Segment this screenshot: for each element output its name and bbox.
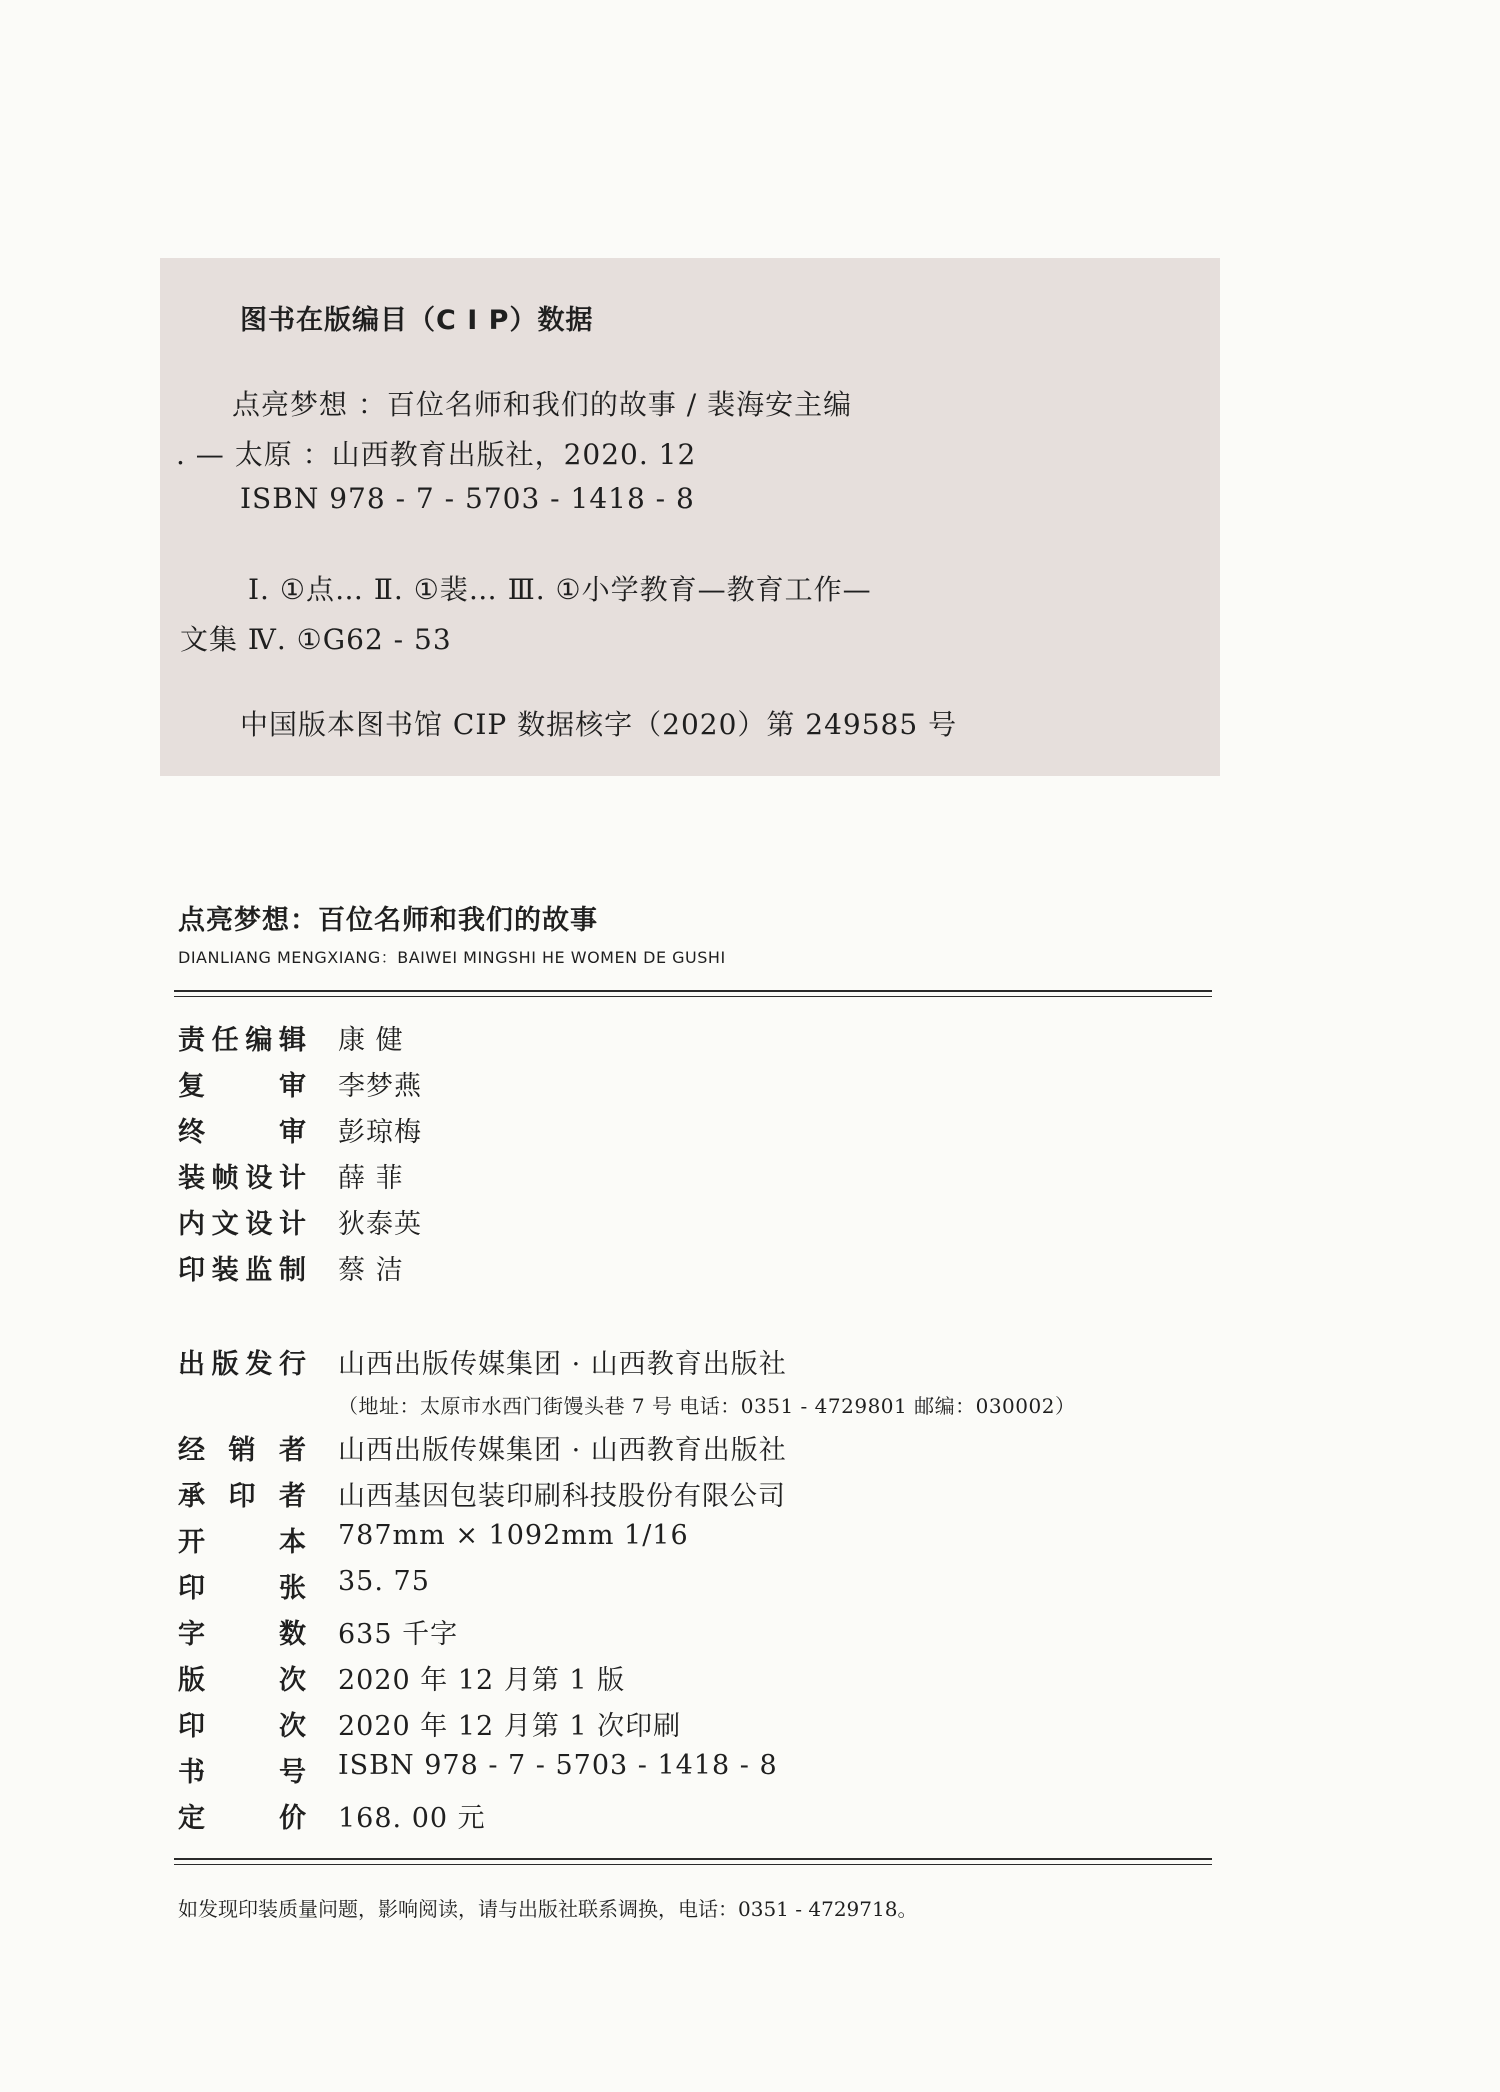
quality-notice: 如发现印装质量问题，影响阅读，请与出版社联系调换，电话：0351 - 4729718。 <box>178 1897 918 1921</box>
row-value: 李梦燕 <box>338 1071 422 1102</box>
row-label: 定价 <box>178 1803 306 1834</box>
row-label: 出版发行 <box>178 1349 306 1380</box>
row-label: 字数 <box>178 1619 306 1650</box>
row-value: 山西基因包装印刷科技股份有限公司 <box>338 1481 786 1512</box>
row-value: 787mm × 1092mm 1/16 <box>338 1520 689 1551</box>
row-value: 山西出版传媒集团 · 山西教育出版社 <box>338 1349 787 1380</box>
row-value: 狄泰英 <box>338 1209 422 1240</box>
cip-title: 图书在版编目（C I P）数据 <box>240 305 594 336</box>
row-value: 蔡 洁 <box>338 1255 404 1286</box>
row-label: 责任编辑 <box>178 1025 306 1056</box>
row-label: 版次 <box>178 1665 306 1696</box>
publisher-address: （地址：太原市水西门街馒头巷 7 号 电话：0351 - 4729801 邮编：030002） <box>338 1394 1076 1418</box>
row-value: 彭琼梅 <box>338 1117 422 1148</box>
row-value: 2020 年 12 月第 1 次印刷 <box>338 1711 682 1742</box>
row-value: 168. 00 元 <box>338 1803 486 1834</box>
row-label: 印装监制 <box>178 1255 306 1286</box>
row-label: 开本 <box>178 1527 306 1558</box>
row-label: 复审 <box>178 1071 306 1102</box>
cip-line-classification: Ⅰ. ①点… Ⅱ. ①裴… Ⅲ. ①小学教育—教育工作— <box>248 573 872 606</box>
row-label: 装帧设计 <box>178 1163 306 1194</box>
row-value: 康 健 <box>338 1025 404 1056</box>
row-value: ISBN 978 - 7 - 5703 - 1418 - 8 <box>338 1750 778 1781</box>
row-value: 薛 菲 <box>338 1163 404 1194</box>
row-label: 内文设计 <box>178 1209 306 1240</box>
row-value: 635 千字 <box>338 1619 459 1650</box>
row-label: 经销者 <box>178 1435 306 1466</box>
row-value: 2020 年 12 月第 1 版 <box>338 1665 626 1696</box>
row-label: 印次 <box>178 1711 306 1742</box>
row-value: 山西出版传媒集团 · 山西教育出版社 <box>338 1435 787 1466</box>
cip-line-title: 点亮梦想 ：百位名师和我们的故事 / 裴海安主编 <box>232 388 853 421</box>
book-title-pinyin: DIANLIANG MENGXIANG：BAIWEI MINGSHI HE WOMEN DE GUSHI <box>178 948 726 967</box>
row-label: 书号 <box>178 1757 306 1788</box>
book-title: 点亮梦想：百位名师和我们的故事 <box>178 905 598 936</box>
cip-line-record-number: 中国版本图书馆 CIP 数据核字（2020）第 249585 号 <box>240 708 958 741</box>
row-value: 35. 75 <box>338 1566 430 1597</box>
top-divider <box>174 990 1212 997</box>
cip-line-isbn: ISBN 978 - 7 - 5703 - 1418 - 8 <box>240 482 695 515</box>
row-label: 终审 <box>178 1117 306 1148</box>
bottom-divider <box>174 1858 1212 1865</box>
row-label: 承印者 <box>178 1481 306 1512</box>
cip-line-publisher: . — 太原 ：山西教育出版社，2020. 12 <box>176 438 697 471</box>
cip-data-box <box>160 258 1220 776</box>
cip-line-classification-cont: 文集 Ⅳ. ①G62 - 53 <box>180 623 452 656</box>
row-label: 印张 <box>178 1573 306 1604</box>
